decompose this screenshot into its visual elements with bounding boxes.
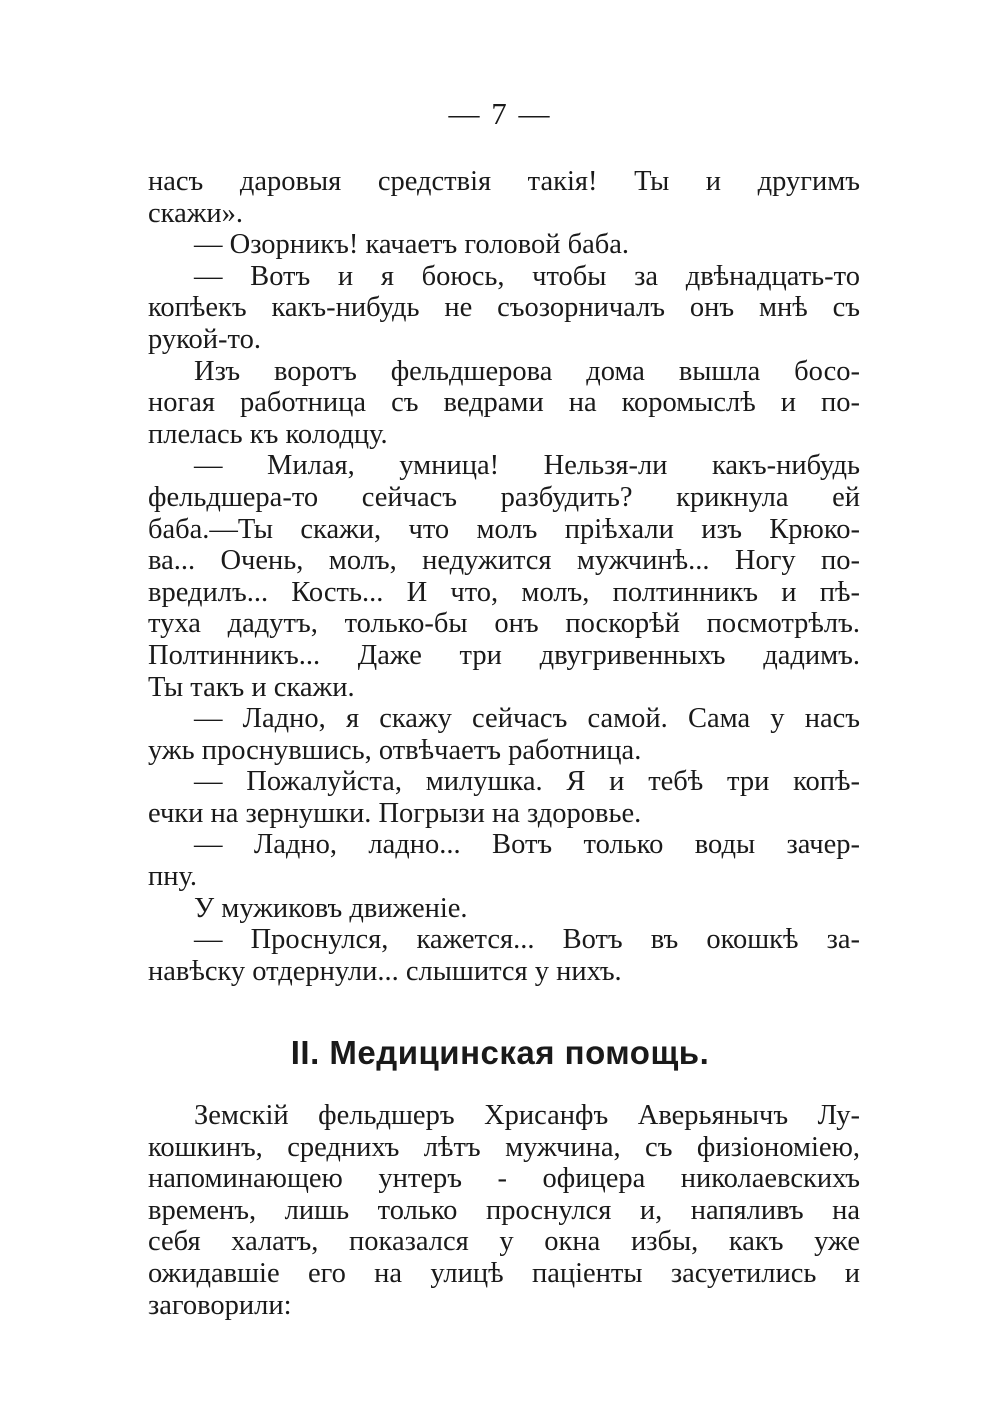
text-line: плелась къ колодцу.: [148, 418, 388, 450]
text-line: — Вотъ и я боюсь, чтобы за двѣнадцать-то: [194, 260, 860, 292]
text-line: копѣекъ какъ-нибудь не съозорничалъ онъ мнѣ съ: [148, 292, 860, 324]
text-line: ожидавшіе его на улицѣ паціенты засуетились и: [148, 1257, 860, 1289]
text-line: себя халатъ, показался у окна избы, какъ уже: [148, 1226, 860, 1258]
section-heading: II. Медицинская помощь.: [290, 1034, 710, 1071]
text-line: скажи».: [148, 197, 244, 229]
text-line: заговорили:: [148, 1289, 292, 1321]
text-line: — Ладно, ладно... Вотъ только воды зачер-: [194, 829, 860, 861]
text-line: вредилъ... Кость... И что, молъ, полтинникъ и пѣ-: [148, 576, 860, 608]
text-line: — Проснулся, кажется... Вотъ въ окошкѣ за-: [194, 924, 860, 956]
text-line: туха дадутъ, только-бы онъ поскорѣй посмотрѣлъ.: [148, 608, 860, 640]
page-number: — 7 —: [448, 96, 552, 131]
body-text-section-1: [148, 166, 860, 987]
text-line: навѣску отдернули... слышится у нихъ.: [148, 955, 622, 987]
text-line: пну.: [148, 861, 198, 893]
text-line: Земскій фельдшеръ Хрисанфъ Аверьянычъ Лу-: [194, 1100, 860, 1131]
text-line: У мужиковъ движеніе.: [194, 892, 468, 924]
text-line: — Озорникъ! качаетъ головой баба.: [194, 229, 630, 261]
text-line: Изъ воротъ фельдшерова дома вышла босо-: [194, 355, 860, 387]
text-line: фельдшера-то сейчасъ разбудить? крикнула ей: [148, 481, 860, 513]
text-line: напоминающею унтеръ - офицера николаевскихъ: [148, 1163, 860, 1195]
text-line: кошкинъ, среднихъ лѣтъ мужчина, съ физіономіею,: [148, 1131, 860, 1163]
text-line: баба.—Ты скажи, что молъ пріѣхали изъ Крюко-: [148, 513, 860, 545]
text-line: Полтинникъ... Даже три двугривенныхъ дадимъ.: [148, 639, 860, 671]
text-line: Ты такъ и скажи.: [148, 671, 355, 703]
text-line: — Милая, умница! Нельзя-ли какъ-нибудь: [194, 450, 860, 482]
text-line: временъ, лишь только проснулся и, напяливъ на: [148, 1194, 860, 1226]
text-line: ечки на зернушки. Погрызи на здоровье.: [148, 797, 642, 829]
text-line: — Ладно, я скажу сейчасъ самой. Сама у насъ: [194, 703, 860, 735]
text-line: ва... Очень, молъ, недужится мужчинѣ... Ногу по-: [148, 545, 860, 577]
text-line: рукой-то.: [148, 323, 261, 355]
text-line: насъ даровыя средствія такія! Ты и другимъ: [148, 166, 860, 197]
body-text-section-2: [148, 1100, 860, 1321]
text-line: ужь проснувшись, отвѣчаетъ работница.: [148, 734, 642, 766]
text-line: ногая работница съ ведрами на коромыслѣ и по-: [148, 387, 860, 419]
text-line: — Пожалуйста, милушка. Я и тебѣ три копѣ-: [194, 766, 860, 798]
